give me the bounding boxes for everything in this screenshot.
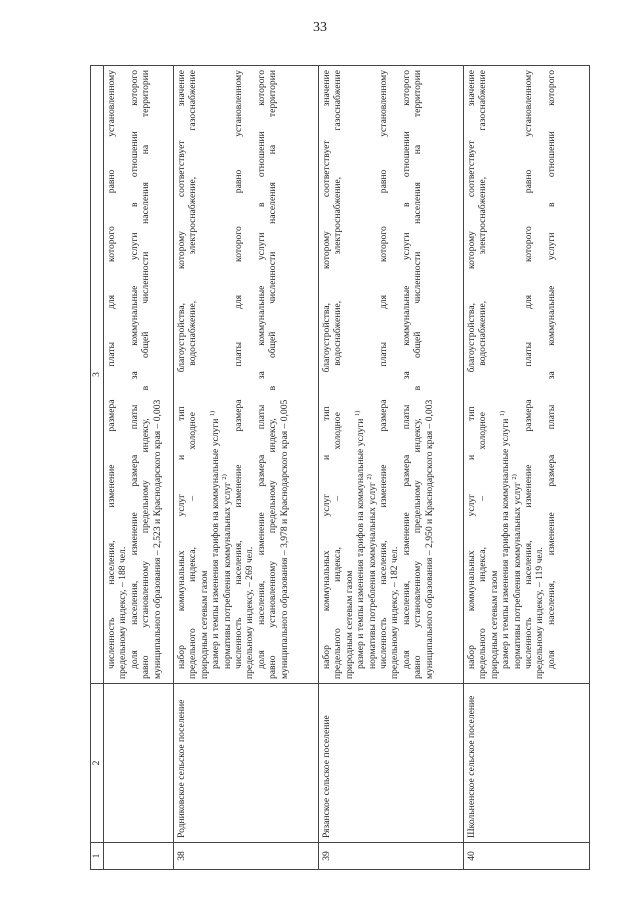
text-line: предельного индекса, – холодное водоснабжение, электроснабжение, газоснабжение [477,70,489,679]
text-line: численность населения, изменение размера платы для которого равно установленному [106,70,117,669]
text-line: размер и темпы изменения тарифов на коммунальные услуги $^{1)}$ [209,410,222,669]
text-line: муниципального образования – 2,523 и Краснодарского края – 0,003 [151,399,163,679]
settlement-name: Рязанское сельское поселение [319,684,464,843]
text-line: равно установленному предельному индексу, в общей численности населения на территории [267,70,279,679]
row-text-cell [319,66,464,684]
row-text-cell [174,66,319,684]
header-col-3: 3 [91,66,104,684]
text-line: набор коммунальных услуг и тип благоустройства, которому соответствует значение [466,70,477,669]
rotated-table-wrapper [90,65,590,870]
header-col-1: 1 [91,843,104,870]
text-line: природным сетевым газом [343,570,355,679]
row-number-cell [104,843,174,870]
text-line: природным сетевым газом [488,570,500,679]
table-row [464,66,590,870]
text-line: природным сетевым газом [198,570,210,679]
text-line: размер и темпы изменения тарифов на коммунальные услуги $^{1)}$ [499,410,512,669]
text-line: размер и темпы изменения тарифов на коммунальные услуги $^{1)}$ [354,410,367,669]
settlement-name: Родниковское сельское поселение [174,684,319,843]
text-line: предельному индексу, – 182 чел. [389,546,401,679]
table-row [174,66,319,870]
text-line: численность населения, изменение размера платы для которого равно установленному [378,70,390,669]
row-text-cell [464,66,590,684]
text-line: нормативы потребления коммунальных услуг $^{2)}$ [220,474,233,669]
text-line: предельному индексу, – 269 чел. [244,546,256,679]
text-line: численность населения, изменение размера платы для которого равно установленному [233,70,245,669]
text-line: предельному индексу, – 119 чел. [534,547,546,679]
text-line: доля населения, изменение размера платы за коммунальные услуги в отношении которого [545,70,557,669]
header-col-2: 2 [91,684,104,843]
text-line: равно установленному предельному индексу, в общей численности населения на территории [140,70,152,679]
table-header-row [91,66,104,870]
table-row-continuation [104,66,174,870]
text-line: доля населения, изменение размера платы за коммунальные услуги в отношении которого [128,70,140,669]
text-line: муниципального образования – 3,978 и Краснодарского края – 0,005 [278,399,290,679]
text-line: набор коммунальных услуг и тип благоустройства, которому соответствует значение [321,70,332,669]
table-row [319,66,464,870]
data-table [90,65,590,870]
text-line: равно установленному предельному индексу, в общей численности населения на территории [412,70,424,679]
page-number: 33 [313,20,327,35]
text-line: нормативы потребления коммунальных услуг $^{2)}$ [365,474,378,669]
text-line: предельного индекса, – холодное водоснабжение, электроснабжение, газоснабжение [332,70,344,679]
settlement-name: Школьненское сельское поселение [464,684,590,843]
text-line: муниципального образования – 2,950 и Краснодарского края – 0,003 [423,399,435,679]
text-line: набор коммунальных услуг и тип благоустройства, которому соответствует значение [176,70,187,669]
row-number-cell: 39 [319,843,464,870]
text-line: предельному индексу, – 188 чел. [117,546,129,679]
row-number-cell: 40 [464,843,590,870]
text-line: предельного индекса, – холодное водоснабжение, электроснабжение, газоснабжение [187,70,199,679]
text-line: нормативы потребления коммунальных услуг $^{2)}$ [510,474,523,669]
text-line: доля населения, изменение размера платы за коммунальные услуги в отношении которого [400,70,412,669]
row-name-cell [104,684,174,843]
text-line: численность населения, изменение размера платы для которого равно установленному [523,70,535,669]
row-text-cell [104,66,174,684]
row-number-cell: 38 [174,843,319,870]
text-line: доля населения, изменение размера платы за коммунальные услуги в отношении которого [255,70,267,669]
